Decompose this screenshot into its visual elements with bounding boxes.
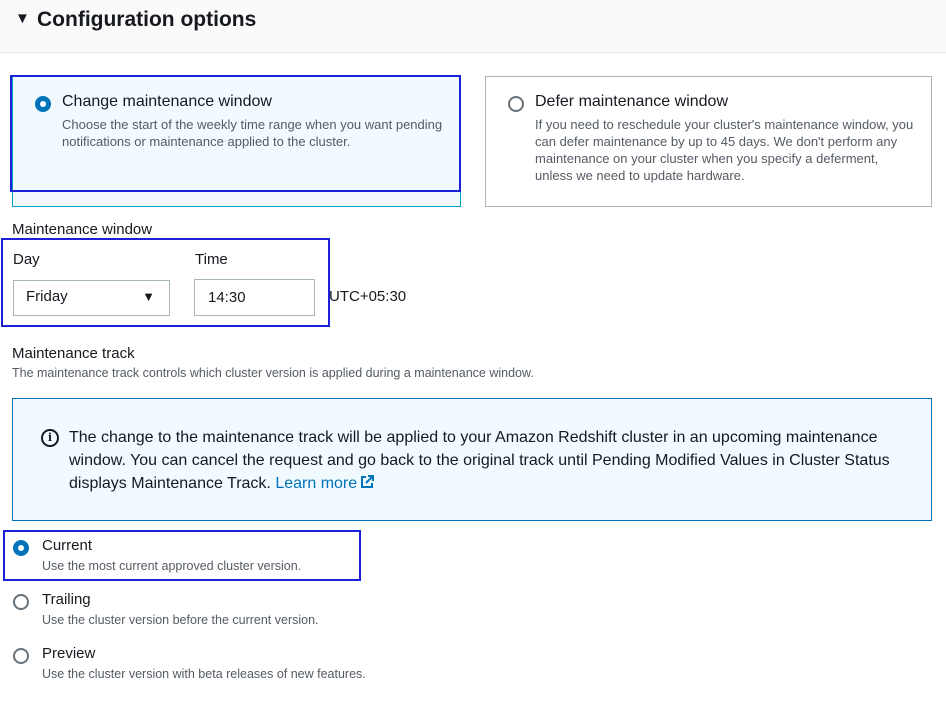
tile-title: Defer maintenance window [535, 93, 728, 110]
track-description: Use the cluster version with beta releases of new features. [42, 667, 366, 681]
day-select-value: Friday [26, 288, 68, 305]
defer-maintenance-window-tile[interactable] [485, 76, 932, 207]
radio-unselected-icon[interactable] [13, 648, 29, 664]
info-icon: i [41, 429, 59, 447]
track-title: Current [42, 537, 93, 554]
track-title: Trailing [42, 591, 91, 608]
time-input[interactable] [194, 279, 315, 316]
timezone-label: UTC+05:30 [329, 288, 407, 305]
info-alert-message: The change to the maintenance track will be applied to your Amazon Redshift cluster in an upcoming maintenance window. You can cancel the request and go back to the original track until Pending Modified Values in Cluster Status displays Maintenance Track. [69, 429, 890, 492]
track-title: Preview [42, 645, 96, 662]
change-maintenance-window-tile[interactable] [12, 76, 461, 207]
info-alert-text [69, 426, 909, 495]
maintenance-track-description: The maintenance track controls which cluster version is applied during a maintenance window. [12, 366, 534, 380]
maintenance-window-label: Maintenance window [12, 221, 153, 238]
dropdown-caret-icon: ▼ [142, 289, 155, 304]
radio-unselected-icon[interactable] [508, 96, 524, 112]
radio-selected-icon[interactable] [35, 96, 51, 112]
track-description: Use the most current approved cluster version. [42, 559, 302, 573]
section-title: Configuration options [37, 8, 257, 31]
radio-unselected-icon[interactable] [13, 594, 29, 610]
maintenance-track-label: Maintenance track [12, 345, 135, 362]
learn-more-link[interactable]: Learn more [275, 475, 374, 492]
radio-selected-icon[interactable] [13, 540, 29, 556]
day-select[interactable] [13, 280, 170, 316]
tile-description: Choose the start of the weekly time range when you want pending notifications or maintenance applied to the cluster. [62, 117, 443, 149]
expand-caret-icon[interactable]: ▼ [15, 10, 30, 27]
configuration-options-header[interactable] [0, 0, 946, 53]
tile-description: If you need to reschedule your cluster's maintenance window, you can defer maintenance by up to 45 days. We don't perform any maintenance on your cluster when you specify a deferment, unless we need to update hardware. [535, 117, 914, 183]
info-alert [12, 398, 932, 521]
external-link-icon [360, 475, 374, 489]
track-description: Use the cluster version before the current version. [42, 613, 319, 627]
time-label: Time [195, 251, 228, 268]
tile-title: Change maintenance window [62, 93, 272, 110]
day-label: Day [13, 251, 40, 268]
